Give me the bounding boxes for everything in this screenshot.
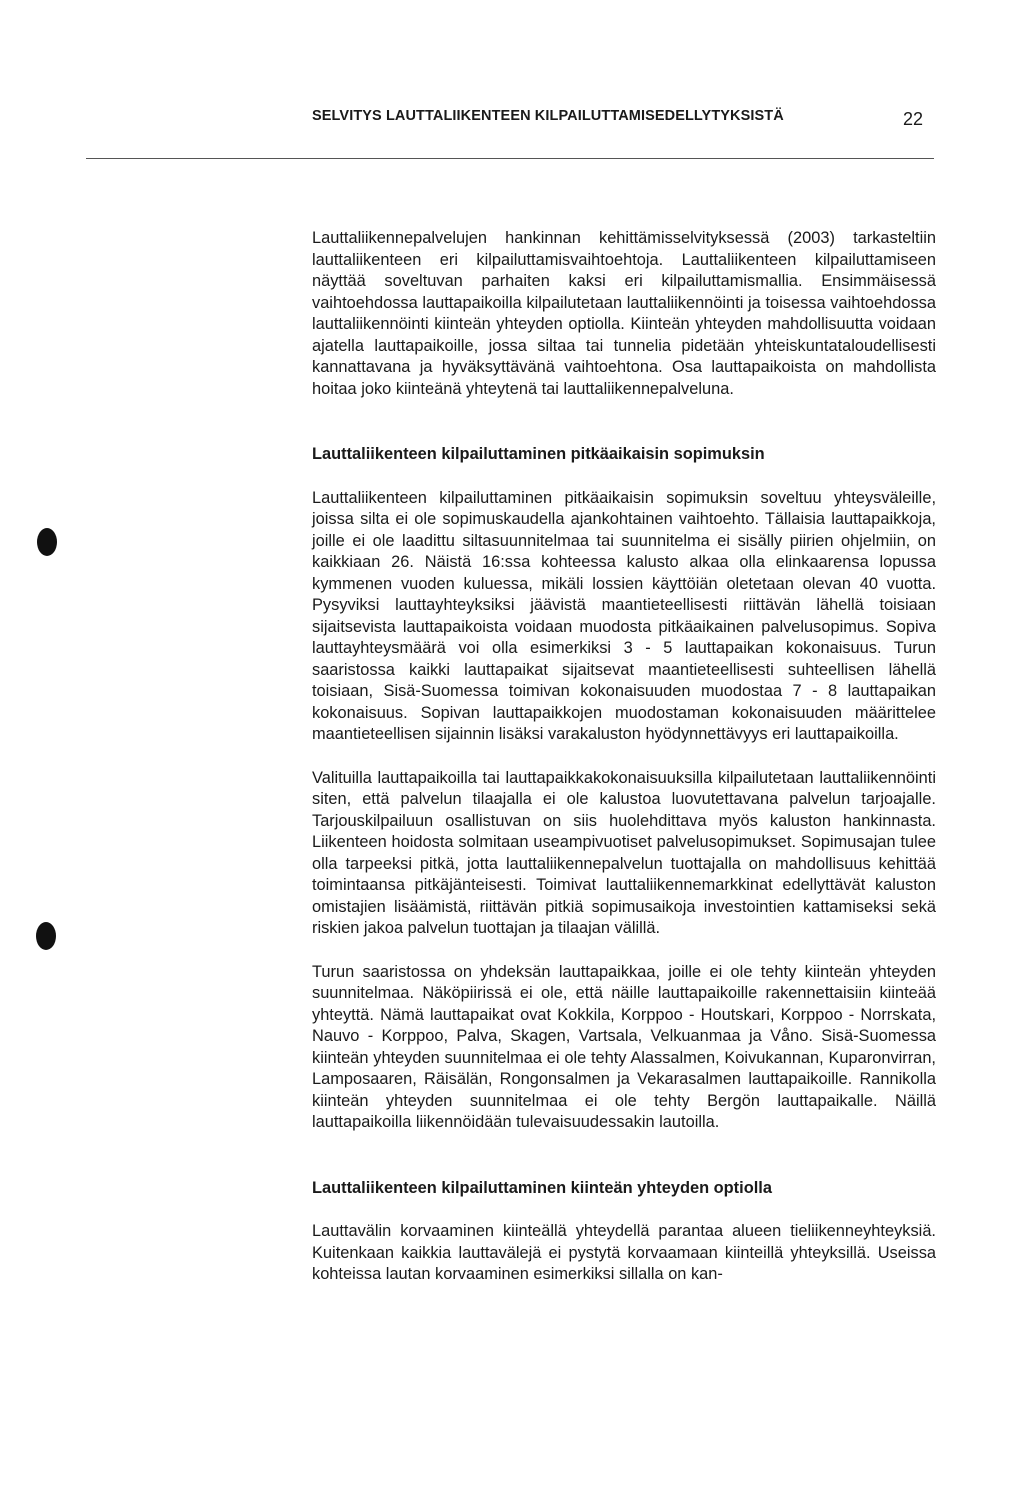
running-header: SELVITYS LAUTTALIIKENTEEN KILPAILUTTAMISEDELLYTYKSISTÄ xyxy=(312,108,784,124)
punch-hole xyxy=(36,922,56,950)
section-heading: Lauttaliikenteen kilpailuttaminen pitkäaikaisin sopimuksin xyxy=(312,445,765,463)
page-number: 22 xyxy=(903,109,924,129)
punch-hole xyxy=(37,528,57,556)
section-heading: Lauttaliikenteen kilpailuttaminen kiinteän yhteyden optiolla xyxy=(312,1178,772,1197)
paragraph: Valituilla lauttapaikoilla tai lauttapaikkakokonaisuuksilla kilpailutetaan lauttaliikennöinti siten, että palvelun tilaajalla ei ole kalustoa luovutettavana palvelun tarjoajalle. Tarjouskilpailuun osallistuvan on siis huolehdittava myös kaluston hankinnasta. Liikenteen hoidosta solmitaan useampivuotiset palvelusopimukset. Sopimusajan tulee olla tarpeeksi pitkä, jotta lauttaliikennepalvelun tuottajalla on mahdollisuus kehittää toimintaansa pitkäjänteisesti. Toimivat lauttaliikennemarkkinat edellyttävät kaluston omistajien lisäämistä, riittävän pitkiä sopimusaikoja investointien kattamiseksi sekä riskien jakoa palvelun tuottajan ja tilaajan välillä. xyxy=(312,768,936,937)
paragraph: Lauttavälin korvaaminen kiinteällä yhteydellä parantaa alueen tieliikenneyhteyksiä. Kuitenkaan kaikkia lauttavälejä ei pystytä korvaamaan kiinteillä yhteyksillä. Useissa kohteissa lautan korvaaminen esimerkiksi sillalla on kan- xyxy=(312,1222,936,1283)
body-text xyxy=(312,228,936,1286)
header-divider xyxy=(86,158,934,159)
paragraph: Lauttaliikennepalvelujen hankinnan kehittämisselvityksessä (2003) tarkasteltiin lauttaliikenteen eri kilpailuttamisvaihtoehtoja. Lauttaliikenteen kilpailuttamiseen näyttää soveltuvan parhaiten kaksi eri kilpailuttamismallia. Ensimmäisessä vaihtoehdossa lauttapaikoilla kilpailutetaan lauttaliikennöinti ja toisessa vaihtoehdossa lauttaliikennöinti kiinteän yhteyden optiolla. Kiinteän yhteyden mahdollisuutta voidaan ajatella lauttapaikoille, jossa siltaa tai tunnelia pidetään yhteiskuntataloudellisesti kannattavana ja hyväksyttävänä vaihtoehtona. Osa lauttapaikoista on mahdollista hoitaa joko kiinteänä yhteytenä tai lauttaliikennepalveluna. xyxy=(312,229,936,398)
paragraph: Lauttaliikenteen kilpailuttaminen pitkäaikaisin sopimuksin soveltuu yhteysväleille, joissa silta ei ole sopimuskaudella ajankohtainen vaihtoehto. Tällaisia lauttapaikkoja, joille ei ole laadittu siltasuunnitelmaa tai suunnitelma ei sisälly piirien ohjelmiin, on kaikkiaan 26. Näistä 16:ssa kohteessa kalusto alkaa olla elinkaarensa lopussa kymmenen vuoden kuluessa, mikäli lossien käyttöiän oletetaan olevan 40 vuotta. Pysyviksi lauttayhteyksiksi jäävistä maantieteellisesti riittävän lähellä toisiaan sijaitsevista lauttapaikoista voidaan muodosta pitkäaikainen palvelusopimus. Sopiva lauttayhteysmäärä voi olla esimerkiksi 3 - 5 lauttapaikan kokonaisuus. Turun saaristossa kaikki lauttapaikat sijaitsevat maantieteellisesti suhteellisen lähellä toisiaan, Sisä-Suomessa toimivan kokonaisuuden muodostaa 7 - 8 lauttapaikan kokonaisuus. Sopivan lauttapaikkojen muodostaman kokonaisuuden määrittelee maantieteellisen sijainnin lisäksi varakaluston hyödynnettävyys eri lauttapaikoilla. xyxy=(312,488,936,743)
paragraph: Turun saaristossa on yhdeksän lauttapaikkaa, joille ei ole tehty kiinteän yhteyden suunnitelmaa. Näköpiirissä ei ole, että näille lauttapaikoille rakennettaisiin kiinteää yhteyttä. Nämä lauttapaikat ovat Kokkila, Korppoo - Houtskari, Korppoo - Norrskata, Nauvo - Korppoo, Palva, Skagen, Vartsala, Velkuanmaa ja Våno. Sisä-Suomessa kiinteän yhteyden suunnitelmaa ei ole tehty Alassalmen, Koivukannan, Kuparonvirran, Lamposaaren, Räisälän, Rongonsalmen ja Vekarasalmen lauttapaikoille. Rannikolla kiinteän yhteyden suunnitelmaa ei ole tehty Bergön lauttapaikalle. Näillä lauttapaikoilla liikennöidään tulevaisuudessakin lautoilla. xyxy=(312,962,936,1131)
